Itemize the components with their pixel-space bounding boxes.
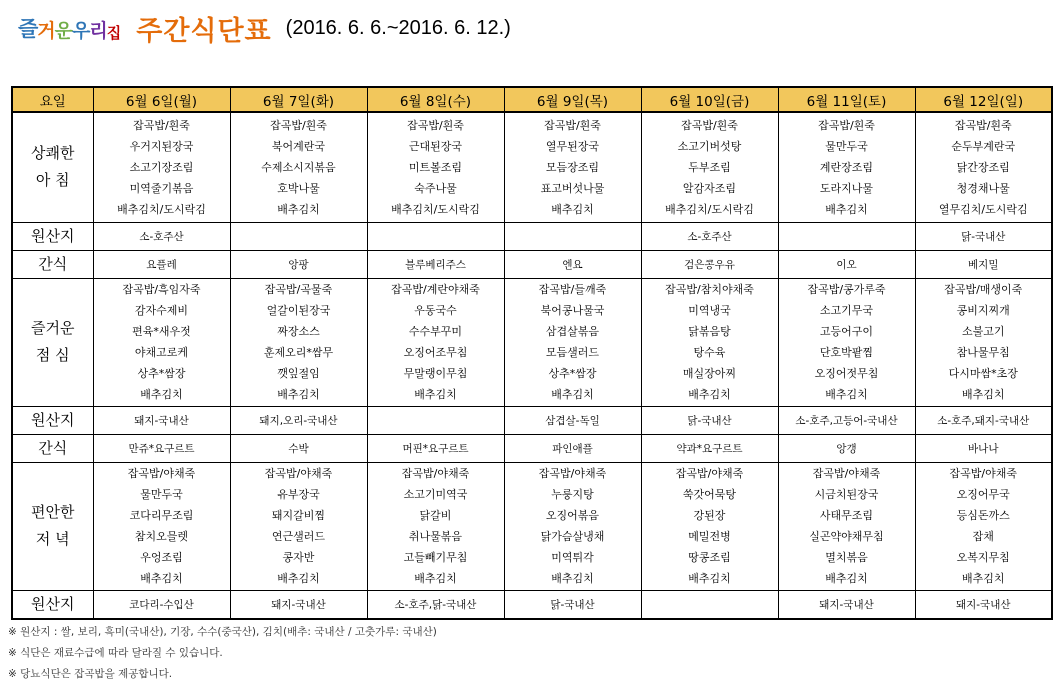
breakfast-label-line: 상쾌한 (31, 144, 75, 163)
menu-item: 미역줄기볶음 (129, 181, 194, 195)
menu-item: 우동국수 (414, 304, 457, 317)
dinner-origin-row (12, 590, 1052, 619)
dinner-origin-cell: 닭-국내산 (504, 590, 641, 619)
menu-item: 배추김치 (140, 388, 183, 401)
menu-item: 호박나물 (277, 181, 320, 195)
menu-item: 배추김치 (551, 388, 594, 401)
origin-label: 원산지 (12, 406, 93, 434)
lunch-origin-cell: 소-호주,돼지-국내산 (915, 406, 1052, 434)
menu-item: 알감자조림 (682, 181, 737, 195)
menu-item: 배추김치 (961, 572, 1005, 585)
breakfast-origin-cell (504, 222, 641, 250)
menu-item: 우거지된장국 (129, 139, 194, 153)
menu-item: 도라지나물 (819, 181, 874, 195)
afternoon-snack-cell: 앙갱 (778, 434, 915, 462)
menu-item: 잡곡밥/흰죽 (407, 118, 464, 132)
menu-item: 배추김치 (414, 388, 457, 401)
menu-item: 다시마쌈*초장 (948, 367, 1018, 380)
breakfast-cell (230, 112, 367, 222)
logo-char: 집 (106, 24, 121, 42)
lunch-origin-cell: 삼겹살-독일 (504, 406, 641, 434)
snack-label: 간식 (12, 250, 93, 278)
afternoon-snack-cell: 약과*요구르트 (641, 434, 778, 462)
menu-item: 우엉조림 (140, 551, 183, 564)
menu-item: 무말랭이무침 (403, 367, 468, 380)
day-label: 6월 11일(토) (778, 87, 915, 112)
menu-item: 오징어볶음 (545, 509, 600, 522)
dinner-origin-cell: 코다리-수입산 (93, 590, 230, 619)
menu-item: 순두부계란국 (951, 139, 1016, 153)
menu-item: 멸치볶음 (825, 551, 868, 564)
morning-snack-cell: 블루베리주스 (367, 250, 504, 278)
menu-item: 배추김치/도시락김 (665, 202, 754, 216)
lunch-origin-row (12, 406, 1052, 434)
menu-item: 배추김치 (414, 572, 457, 585)
menu-item: 깻잎절임 (277, 367, 320, 380)
menu-item: 배추김치 (551, 202, 594, 216)
menu-item: 오징어젓무침 (814, 367, 879, 380)
day-header: 요일 (12, 87, 93, 112)
dinner-cell (915, 462, 1052, 590)
menu-item: 미트볼조림 (408, 160, 463, 174)
menu-item: 단호박팥찜 (819, 346, 874, 359)
menu-item: 모듬장조림 (545, 160, 600, 174)
menu-item: 사태무조림 (819, 509, 874, 522)
menu-item: 배추김치 (277, 572, 320, 585)
menu-item: 잡곡밥/야채죽 (264, 467, 333, 480)
logo-char: 즐 (18, 17, 38, 41)
breakfast-label (12, 112, 93, 222)
note-origin: ※ 원산지 : 쌀, 보리, 흑미(국내산), 기장, 수수(중국산), 김치(배추: 국내산 / 고춧가루: 국내산) (8, 626, 437, 638)
menu-item: 열무김치/도시락김 (938, 202, 1028, 216)
lunch-origin-cell: 돼지-국내산 (93, 406, 230, 434)
notes (8, 622, 437, 685)
day-label: 6월 12일(일) (915, 87, 1052, 112)
menu-item: 배추김치 (277, 388, 320, 401)
menu-item: 소고기장조림 (129, 160, 194, 174)
menu-item: 잡곡밥/흰죽 (818, 118, 875, 132)
menu-item: 잡곡밥/흰죽 (133, 118, 190, 132)
dinner-cell (230, 462, 367, 590)
menu-item: 계란장조림 (819, 160, 874, 174)
day-label: 6월 8일(수) (367, 87, 504, 112)
morning-snack-cell: 베지밀 (915, 250, 1052, 278)
menu-item: 잡곡밥/흰죽 (681, 118, 738, 132)
menu-item: 닭가슴살냉채 (540, 530, 605, 543)
menu-item: 잡곡밥/흰죽 (544, 118, 601, 132)
menu-item: 배추김치 (277, 202, 320, 216)
menu-item: 콩비지찌개 (956, 304, 1010, 317)
menu-item: 북어계란국 (271, 139, 326, 153)
morning-snack-cell: 앙팡 (230, 250, 367, 278)
menu-item: 청경채나물 (956, 181, 1010, 195)
page-title: 주간식단표 (136, 15, 272, 47)
dinner-row (12, 462, 1052, 590)
dinner-origin-cell: 돼지-국내산 (915, 590, 1052, 619)
lunch-label-line: 점 심 (35, 346, 70, 364)
dinner-cell (778, 462, 915, 590)
menu-item: 소고기무국 (819, 304, 874, 317)
logo-char: 거 (37, 20, 55, 42)
menu-item: 오복지무침 (956, 551, 1010, 564)
menu-item: 고등어구이 (819, 325, 874, 338)
menu-item: 수제소시지볶음 (261, 160, 336, 174)
dinner-cell (93, 462, 230, 590)
menu-item: 야채고로케 (134, 346, 189, 359)
menu-item: 모듬샐러드 (545, 346, 600, 359)
menu-item: 상추*쌈장 (137, 367, 186, 380)
menu-item: 배추김치 (140, 572, 183, 585)
lunch-origin-cell: 소-호주,고등어-국내산 (778, 406, 915, 434)
menu-item: 배추김치 (961, 388, 1005, 401)
menu-item: 배추김치 (825, 202, 868, 216)
menu-item: 고들빼기무침 (403, 551, 468, 564)
menu-item: 잡곡밥/들깨죽 (538, 283, 607, 296)
lunch-cell (230, 278, 367, 406)
menu-item: 등심돈까스 (956, 509, 1010, 522)
menu-item: 잡곡밥/흰죽 (270, 118, 327, 132)
breakfast-cell (367, 112, 504, 222)
menu-item: 배추김치 (688, 388, 731, 401)
menu-item: 매실장아찌 (682, 367, 737, 380)
menu-item: 표고버섯나물 (540, 181, 605, 195)
lunch-cell (778, 278, 915, 406)
dinner-label (12, 462, 93, 590)
menu-item: 오징어무국 (956, 488, 1010, 501)
menu-item: 숙주나물 (414, 181, 457, 195)
menu-item: 잡곡밥/곡물죽 (264, 283, 333, 296)
lunch-origin-cell: 돼지,오리-국내산 (230, 406, 367, 434)
afternoon-snack-cell: 파인애플 (504, 434, 641, 462)
dinner-origin-cell: 소-호주,닭-국내산 (367, 590, 504, 619)
lunch-cell (915, 278, 1052, 406)
menu-item: 상추*쌈장 (548, 367, 597, 380)
day-label: 6월 9일(목) (504, 87, 641, 112)
dinner-label-line: 저 녁 (35, 530, 70, 548)
menu-item: 닭간장조림 (956, 160, 1010, 174)
menu-item: 잡채 (972, 530, 994, 543)
dinner-cell (641, 462, 778, 590)
breakfast-origin-cell (230, 222, 367, 250)
dinner-origin-cell: 돼지-국내산 (778, 590, 915, 619)
menu-item: 배추김치 (688, 572, 731, 585)
menu-item: 땅콩조림 (688, 551, 731, 564)
menu-item: 배추김치/도시락김 (391, 202, 480, 216)
menu-item: 훈제오리*쌈무 (263, 346, 334, 359)
afternoon-snack-row (12, 434, 1052, 462)
menu-item: 잡곡밥/매생이죽 (944, 283, 1023, 296)
menu-item: 쑥갓어묵탕 (682, 488, 737, 501)
menu-item: 돼지갈비찜 (271, 509, 326, 522)
dinner-cell (504, 462, 641, 590)
menu-item: 연근샐러드 (271, 530, 326, 543)
breakfast-origin-cell: 소-호주산 (641, 222, 778, 250)
breakfast-cell (504, 112, 641, 222)
note-diabetes: ※ 당뇨식단은 잡곡밥을 제공합니다. (8, 668, 173, 680)
period-range: (2016. 6. 6.~2016. 6. 12.) (285, 16, 511, 39)
morning-snack-cell: 이오 (778, 250, 915, 278)
menu-item: 메밀전병 (688, 530, 731, 543)
menu-item: 미역냉국 (688, 304, 731, 317)
menu-item: 강된장 (693, 509, 726, 522)
breakfast-row (12, 112, 1052, 222)
menu-item: 배추김치 (825, 572, 868, 585)
menu-item: 배추김치 (551, 572, 594, 585)
lunch-cell (504, 278, 641, 406)
morning-snack-cell: 검은콩우유 (641, 250, 778, 278)
snack-label: 간식 (12, 434, 93, 462)
lunch-origin-cell (367, 406, 504, 434)
menu-item: 잡곡밥/야채죽 (538, 467, 607, 480)
breakfast-origin-cell (778, 222, 915, 250)
dinner-cell (367, 462, 504, 590)
afternoon-snack-cell: 바나나 (915, 434, 1052, 462)
lunch-cell (367, 278, 504, 406)
menu-item: 잡곡밥/야채죽 (812, 467, 881, 480)
menu-item: 잡곡밥/야채죽 (127, 467, 196, 480)
menu-item: 물만두국 (140, 488, 183, 501)
logo-char: 우 (72, 20, 90, 42)
dinner-origin-cell: 돼지-국내산 (230, 590, 367, 619)
morning-snack-cell: 엔요 (504, 250, 641, 278)
lunch-cell (93, 278, 230, 406)
menu-item: 소불고기 (961, 325, 1005, 338)
menu-item: 얼갈이된장국 (266, 304, 331, 317)
menu-item: 참치오믈렛 (134, 530, 189, 543)
morning-snack-row (12, 250, 1052, 278)
menu-item: 잡곡밥/참치야채죽 (665, 283, 754, 296)
menu-item: 콩자반 (282, 551, 315, 564)
day-header-row (12, 87, 1052, 112)
menu-item: 잡곡밥/계란야채죽 (391, 283, 480, 296)
menu-item: 수수부꾸미 (408, 325, 463, 338)
breakfast-cell (778, 112, 915, 222)
note-supply: ※ 식단은 재료수급에 따라 달라질 수 있습니다. (8, 647, 223, 659)
breakfast-label-line: 아 침 (35, 171, 70, 190)
breakfast-origin-cell: 닭-국내산 (915, 222, 1052, 250)
menu-item: 실곤약야채무침 (809, 530, 884, 543)
menu-item: 미역튀각 (551, 551, 594, 564)
menu-item: 열무된장국 (545, 139, 600, 153)
breakfast-origin-cell: 소-호주산 (93, 222, 230, 250)
menu-item: 잡곡밥/흰죽 (954, 118, 1012, 132)
lunch-origin-cell: 닭-국내산 (641, 406, 778, 434)
weekly-menu-table (11, 86, 1053, 620)
menu-item: 코다리무조림 (129, 509, 194, 522)
morning-snack-cell: 요플레 (93, 250, 230, 278)
day-label: 6월 6일(월) (93, 87, 230, 112)
menu-item: 소고기미역국 (403, 488, 468, 501)
breakfast-origin-cell (367, 222, 504, 250)
menu-item: 취나물볶음 (408, 530, 463, 543)
menu-item: 감자수제비 (134, 304, 189, 317)
menu-item: 오징어조무침 (403, 346, 468, 359)
day-label: 6월 10일(금) (641, 87, 778, 112)
menu-item: 참나물무침 (956, 346, 1010, 359)
lunch-label-line: 즐거운 (31, 319, 75, 337)
menu-item: 편육*새우젓 (132, 325, 191, 338)
menu-item: 북어콩나물국 (540, 304, 605, 317)
menu-item: 닭갈비 (419, 509, 452, 522)
breakfast-cell (915, 112, 1052, 222)
menu-item: 배추김치/도시락김 (117, 202, 206, 216)
menu-item: 누룽지탕 (551, 488, 594, 501)
page-header (18, 6, 511, 50)
menu-item: 닭볶음탕 (688, 325, 731, 338)
menu-item: 잡곡밥/야채죽 (401, 467, 470, 480)
menu-item: 잡곡밥/야채죽 (675, 467, 744, 480)
logo (18, 13, 120, 43)
breakfast-cell (93, 112, 230, 222)
afternoon-snack-cell: 머핀*요구르트 (367, 434, 504, 462)
menu-item: 근대된장국 (408, 139, 463, 153)
menu-item: 탕수육 (693, 346, 726, 359)
menu-item: 잡곡밥/콩가루죽 (807, 283, 886, 296)
menu-item: 두부조림 (688, 160, 731, 174)
menu-item: 잡곡밥/야채죽 (949, 467, 1017, 480)
day-label: 6월 7일(화) (230, 87, 367, 112)
dinner-label-line: 편안한 (31, 503, 75, 521)
logo-char: 리 (89, 20, 107, 42)
dinner-origin-cell (641, 590, 778, 619)
menu-item: 배추김치 (825, 388, 868, 401)
origin-label: 원산지 (12, 222, 93, 250)
menu-item: 잡곡밥/흑임자죽 (122, 283, 201, 296)
afternoon-snack-cell: 수박 (230, 434, 367, 462)
menu-item: 물만두국 (825, 139, 868, 153)
lunch-label (12, 278, 93, 406)
breakfast-origin-row (12, 222, 1052, 250)
menu-item: 시금치된장국 (814, 488, 879, 501)
afternoon-snack-cell: 만쥬*요구르트 (93, 434, 230, 462)
origin-label: 원산지 (12, 590, 93, 619)
lunch-row (12, 278, 1052, 406)
menu-item: 유부장국 (277, 488, 320, 501)
breakfast-cell (641, 112, 778, 222)
lunch-cell (641, 278, 778, 406)
menu-item: 소고기버섯탕 (677, 139, 742, 153)
menu-item: 삼겹살볶음 (545, 325, 600, 338)
menu-item: 짜장소스 (277, 325, 320, 338)
logo-char: 운 (54, 20, 73, 42)
